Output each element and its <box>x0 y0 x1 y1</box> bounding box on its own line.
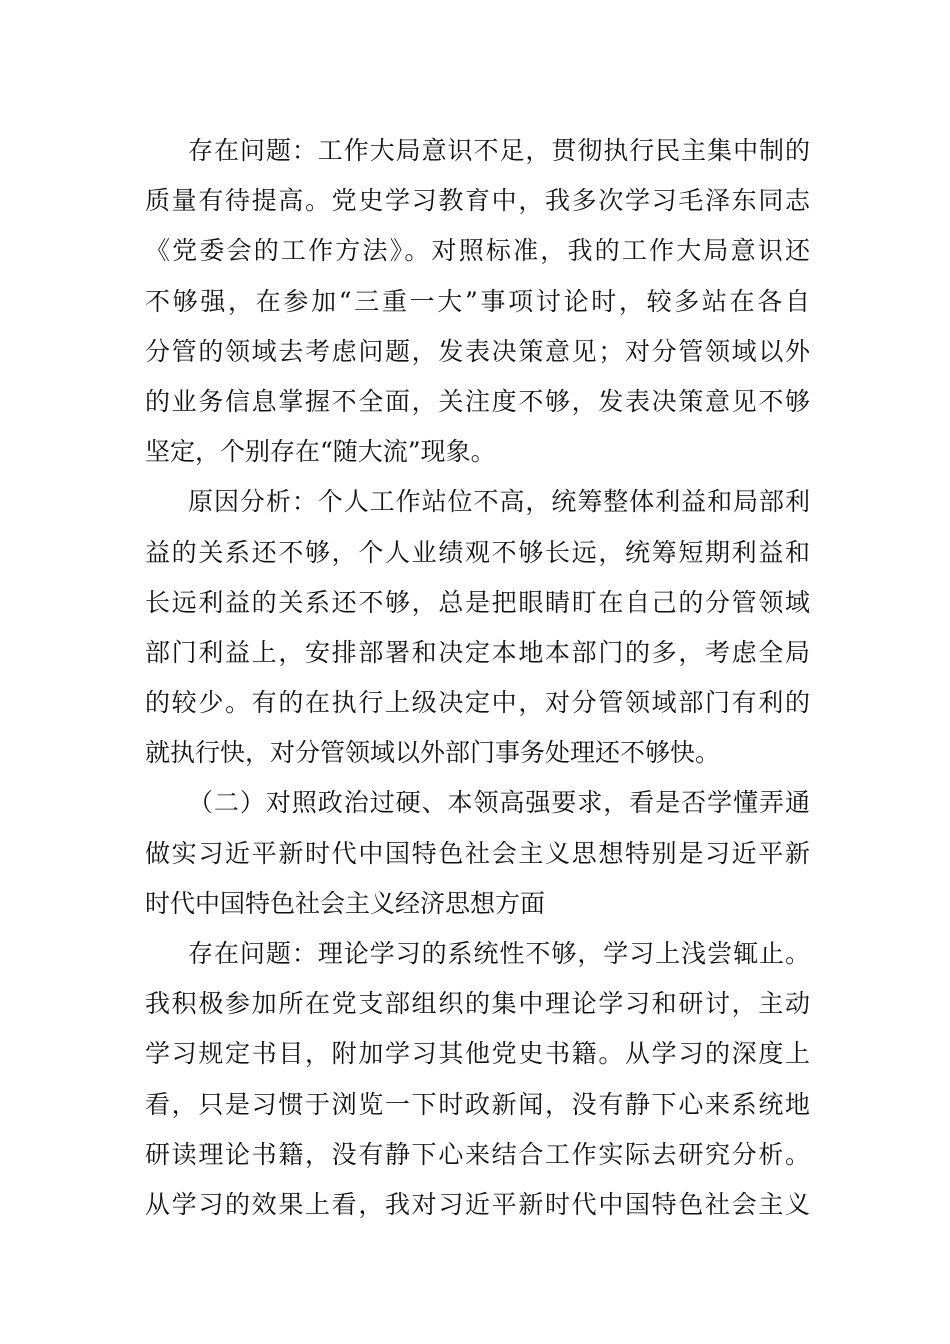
text-line: 学习规定书目，附加学习其他党史书籍。从学习的深度上 <box>145 1039 810 1069</box>
text-line: 长远利益的关系还不够，总是把眼睛盯在自己的分管领域 <box>145 587 810 617</box>
section-heading-line: 做实习近平新时代中国特色社会主义思想特别是习近平新 <box>145 838 810 868</box>
text-line: 存在问题：工作大局意识不足，贯彻执行民主集中制的 <box>188 136 810 165</box>
text-line: 不够强，在参加“三重一大”事项讨论时，较多站在各自 <box>145 286 810 316</box>
document-body <box>145 126 810 1230</box>
text-line: 益的关系还不够，个人业绩观不够长远，统筹短期利益和 <box>145 537 810 567</box>
text-line: 存在问题：理论学习的系统性不够，学习上浅尝辄止。 <box>188 939 810 968</box>
text-line: 的较少。有的在执行上级决定中，对分管领域部门有利的 <box>145 688 810 718</box>
text-line: 看，只是习惯于浏览一下时政新闻，没有静下心来系统地 <box>145 1089 810 1119</box>
text-line: 从学习的效果上看，我对习近平新时代中国特色社会主义 <box>145 1189 810 1219</box>
text-line: 坚定，个别存在“随大流”现象。 <box>145 437 496 467</box>
text-line: 分管的领域去考虑问题，发表决策意见；对分管领域以外 <box>145 336 810 366</box>
text-line: 就执行快，对分管领域以外部门事务处理还不够快。 <box>145 738 721 768</box>
section-heading-line: （二）对照政治过硬、本领高强要求，看是否学懂弄通 <box>188 788 810 818</box>
text-line: 的业务信息掌握不全面，关注度不够，发表决策意见不够 <box>145 386 810 416</box>
text-line: 部门利益上，安排部署和决定本地本部门的多，考虑全局 <box>145 637 810 667</box>
text-line: 原因分析：个人工作站位不高，统筹整体利益和局部利 <box>188 487 810 517</box>
text-line: 质量有待提高。党史学习教育中，我多次学习毛泽东同志 <box>145 186 810 216</box>
text-line: 我积极参加所在党支部组织的集中理论学习和研讨，主动 <box>145 989 810 1019</box>
text-line: 研读理论书籍，没有静下心来结合工作实际去研究分析。 <box>145 1139 810 1169</box>
section-heading-line: 时代中国特色社会主义经济思想方面 <box>145 888 546 918</box>
text-line: 《党委会的工作方法》。对照标准，我的工作大局意识还 <box>145 236 810 266</box>
